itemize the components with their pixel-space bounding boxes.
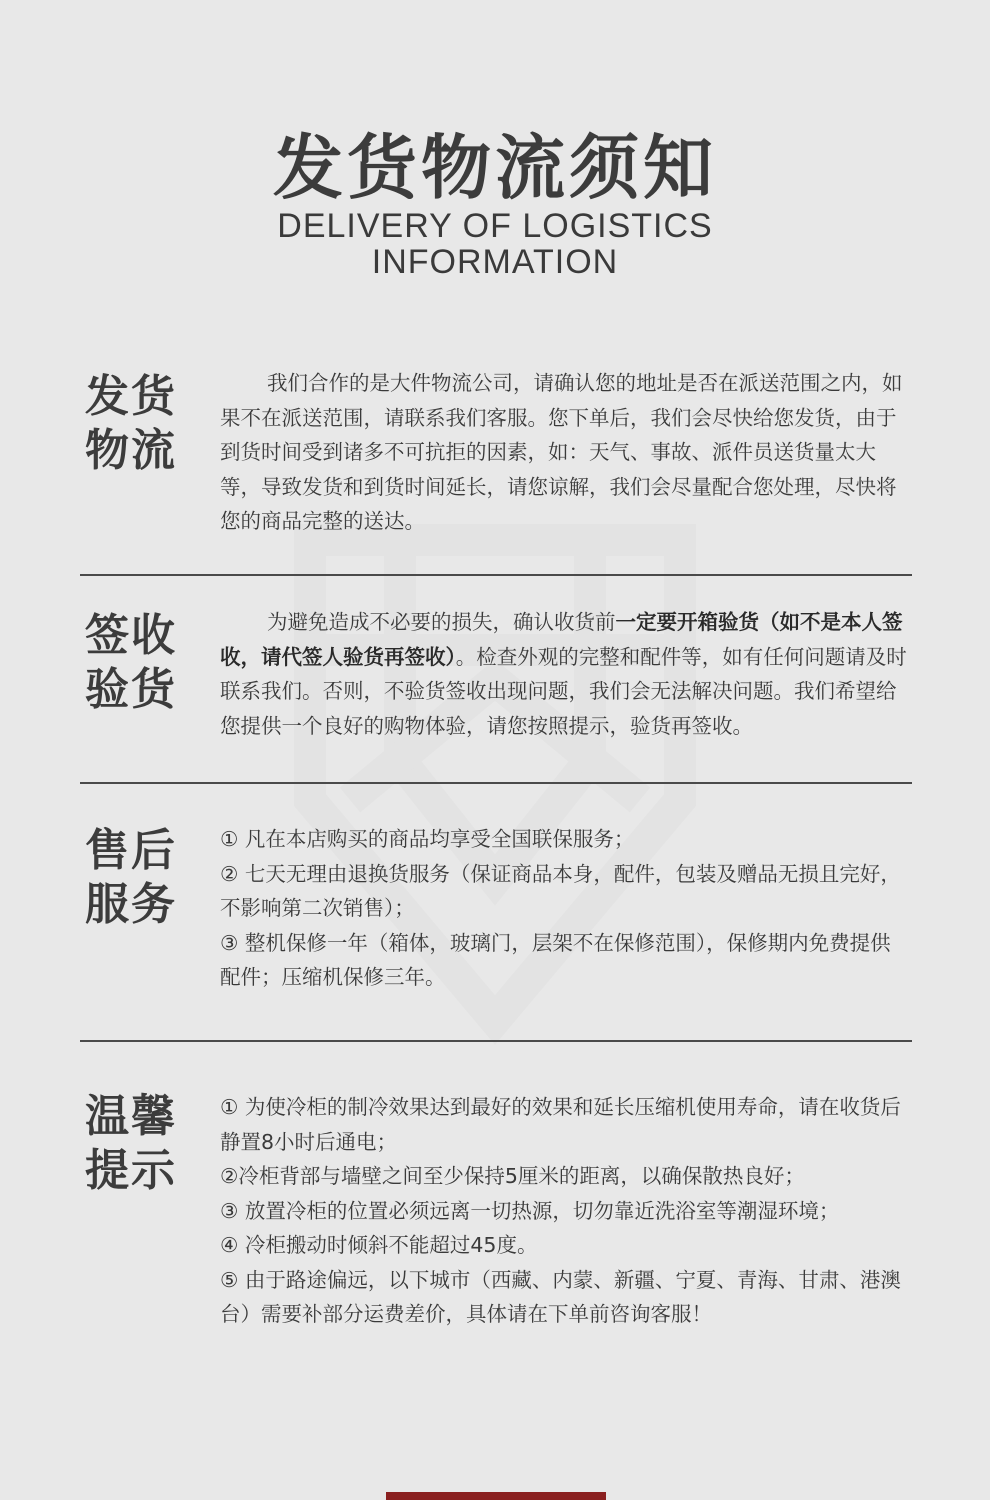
page-subtitle-line1: DELIVERY OF LOGISTICS	[277, 207, 713, 245]
list-item: ③ 整机保修一年（箱体，玻璃门，层架不在保修范围），保修期内免费提供配件；压缩机保修三年。	[220, 930, 891, 989]
section-body	[220, 822, 910, 995]
section-divider	[80, 574, 912, 576]
list-item: ③ 放置冷柜的位置必须远离一切热源，切勿靠近洗浴室等潮湿环境；	[220, 1198, 840, 1223]
list-item: ① 凡在本店购买的商品均享受全国联保服务；	[220, 827, 635, 851]
page-header	[0, 128, 990, 280]
section-label: 签收 验货	[85, 610, 177, 715]
list-item: ① 为使冷柜的制冷效果达到最好的效果和延长压缩机使用寿命，请在收货后静置8小时后通电；	[220, 1095, 901, 1154]
page-title: 发货物流须知	[273, 127, 717, 209]
list-item: ②冷柜背部与墙壁之间至少保持5厘米的距离，以确保散热良好；	[220, 1164, 805, 1188]
section-body: 为避免造成不必要的损失，确认收货前一定要开箱验货（如不是本人签收，请代签人验货再签收）。检查外观的完整和配件等，如有任何问题请及时联系我们。否则，不验货签收出现问题，我们会无法解决问题。我们希望给您提供一个良好的购物体验，请您按照提示，验货再签收。	[220, 610, 907, 738]
section-divider	[80, 1040, 912, 1042]
section-label: 发货 物流	[85, 371, 177, 476]
section-body	[220, 1090, 910, 1332]
page-subtitle-line2: INFORMATION	[371, 243, 619, 281]
section-label: 售后 服务	[85, 825, 177, 930]
list-item: ② 七天无理由退换货服务（保证商品本身，配件，包装及赠品无损且完好，不影响第二次销售）；	[220, 861, 901, 920]
emphasis-text: 一定要开箱验货（如不是本人签收，请代签人验货再签收）	[220, 610, 903, 669]
section-divider	[80, 782, 912, 784]
bottom-accent-bar	[386, 1492, 606, 1500]
list-item: ④ 冷柜搬动时倾斜不能超过45度。	[220, 1233, 538, 1257]
list-item: ⑤ 由于路途偏远，以下城市（西藏、内蒙、新疆、宁夏、青海、甘肃、港澳台）需要补部分运费差价，具体请在下单前咨询客服！	[220, 1267, 901, 1326]
section-body: 我们合作的是大件物流公司，请确认您的地址是否在派送范围之内，如果不在派送范围，请联系我们客服。您下单后，我们会尽快给您发货，由于到货时间受到诸多不可抗拒的因素，如：天气、事故、派件员送货量太大等，导致发货和到货时间延长，请您谅解，我们会尽量配合您处理，尽快将您的商品完整的送达。	[220, 371, 903, 533]
section-label: 温馨 提示	[85, 1091, 177, 1196]
